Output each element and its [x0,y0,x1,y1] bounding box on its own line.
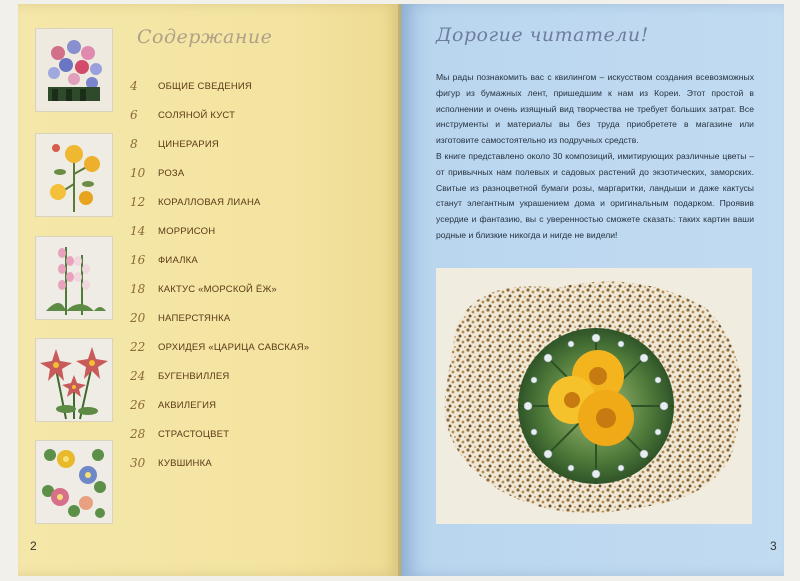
toc-chapter-title: ОРХИДЕЯ «ЦАРИЦА САВСКАЯ» [158,341,310,353]
intro-title: Дорогие читатели! [436,24,649,46]
toc-page-number: 20 [130,311,146,325]
toc-page-number: 12 [130,195,146,209]
toc-page-number: 28 [130,427,146,441]
thumbnail-salt-bush [35,28,113,112]
toc-item[interactable] [130,76,350,96]
intro-paragraph: Мы рады познакомить вас с квилингом – искусством создания всевозможных фигур из бумажных лент, пришедшим к нам из Кореи. Этот простой в исполнении и очень изящный вид творчества не требует больших затрат. Все инструменты и материалы вы без труда приобретете в магазине или изготовите самостоятельно из подручных средств. [436,72,754,146]
toc-item[interactable] [130,453,350,473]
toc-page-number: 18 [130,282,146,296]
toc-page-number: 26 [130,398,146,412]
toc-chapter-title: НАПЕРСТЯНКА [158,312,231,324]
page-number-right: 3 [770,539,777,553]
toc-item[interactable] [130,366,350,386]
thumbnail-foxglove [35,236,113,320]
toc-page-number: 22 [130,340,146,354]
toc-page-number: 24 [130,369,146,383]
toc-item[interactable] [130,395,350,415]
page-number-left: 2 [30,539,37,553]
toc-item[interactable] [130,163,350,183]
thumbnail-orchid [35,338,113,422]
toc-item[interactable] [130,105,350,125]
toc-page-number: 14 [130,224,146,238]
intro-text [436,70,754,244]
toc-chapter-title: КОРАЛЛОВАЯ ЛИАНА [158,196,261,208]
toc-page-number: 30 [130,456,146,470]
toc-chapter-title: СОЛЯНОЙ КУСТ [158,109,236,121]
toc-page-number: 4 [130,79,138,93]
toc-item[interactable] [130,192,350,212]
toc-chapter-title: КАКТУС «МОРСКОЙ ЁЖ» [158,283,277,295]
toc-chapter-title: ОБЩИЕ СВЕДЕНИЯ [158,80,252,92]
toc-chapter-title: ФИАЛКА [158,254,198,266]
toc-chapter-title: ЦИНЕРАРИЯ [158,138,219,150]
toc-item[interactable] [130,221,350,241]
toc-page-number: 10 [130,166,146,180]
toc-chapter-title: АКВИЛЕГИЯ [158,399,217,411]
toc-item[interactable] [130,134,350,154]
toc-chapter-title: СТРАСТОЦВЕТ [158,428,230,440]
toc-chapter-title: РОЗА [158,167,185,179]
toc-chapter-title: МОРРИСОН [158,225,216,237]
toc-item[interactable] [130,424,350,444]
toc-chapter-title: БУГЕНВИЛЛЕЯ [158,370,230,382]
thumbnail-rose [35,133,113,217]
cactus-photo [436,268,752,524]
toc-page-number: 16 [130,253,146,267]
intro-paragraph: В книге представлено около 30 композиций, имитирующих различные цветы – от привычных нам полевых и садовых растений до экзотических, заморских. Свитые из разноцветной бумаги розы, маргаритки, ландыши и даже кактусы станут элегантным украшением дома и оригинальным подарком. Проявив усердие и фантазию, вы с уверенностью сможете сказать: таких картин ваши родные и близкие никогда и нигде не видели! [436,150,754,240]
toc-chapter-title: КУВШИНКА [158,457,212,469]
toc-item[interactable] [130,308,350,328]
toc-item[interactable] [130,250,350,270]
toc-title: Содержание [137,26,273,48]
toc-page-number: 6 [130,108,138,122]
toc-page-number: 8 [130,137,138,151]
toc-item[interactable] [130,337,350,357]
toc-item[interactable] [130,279,350,299]
thumbnail-water-lily [35,440,113,524]
